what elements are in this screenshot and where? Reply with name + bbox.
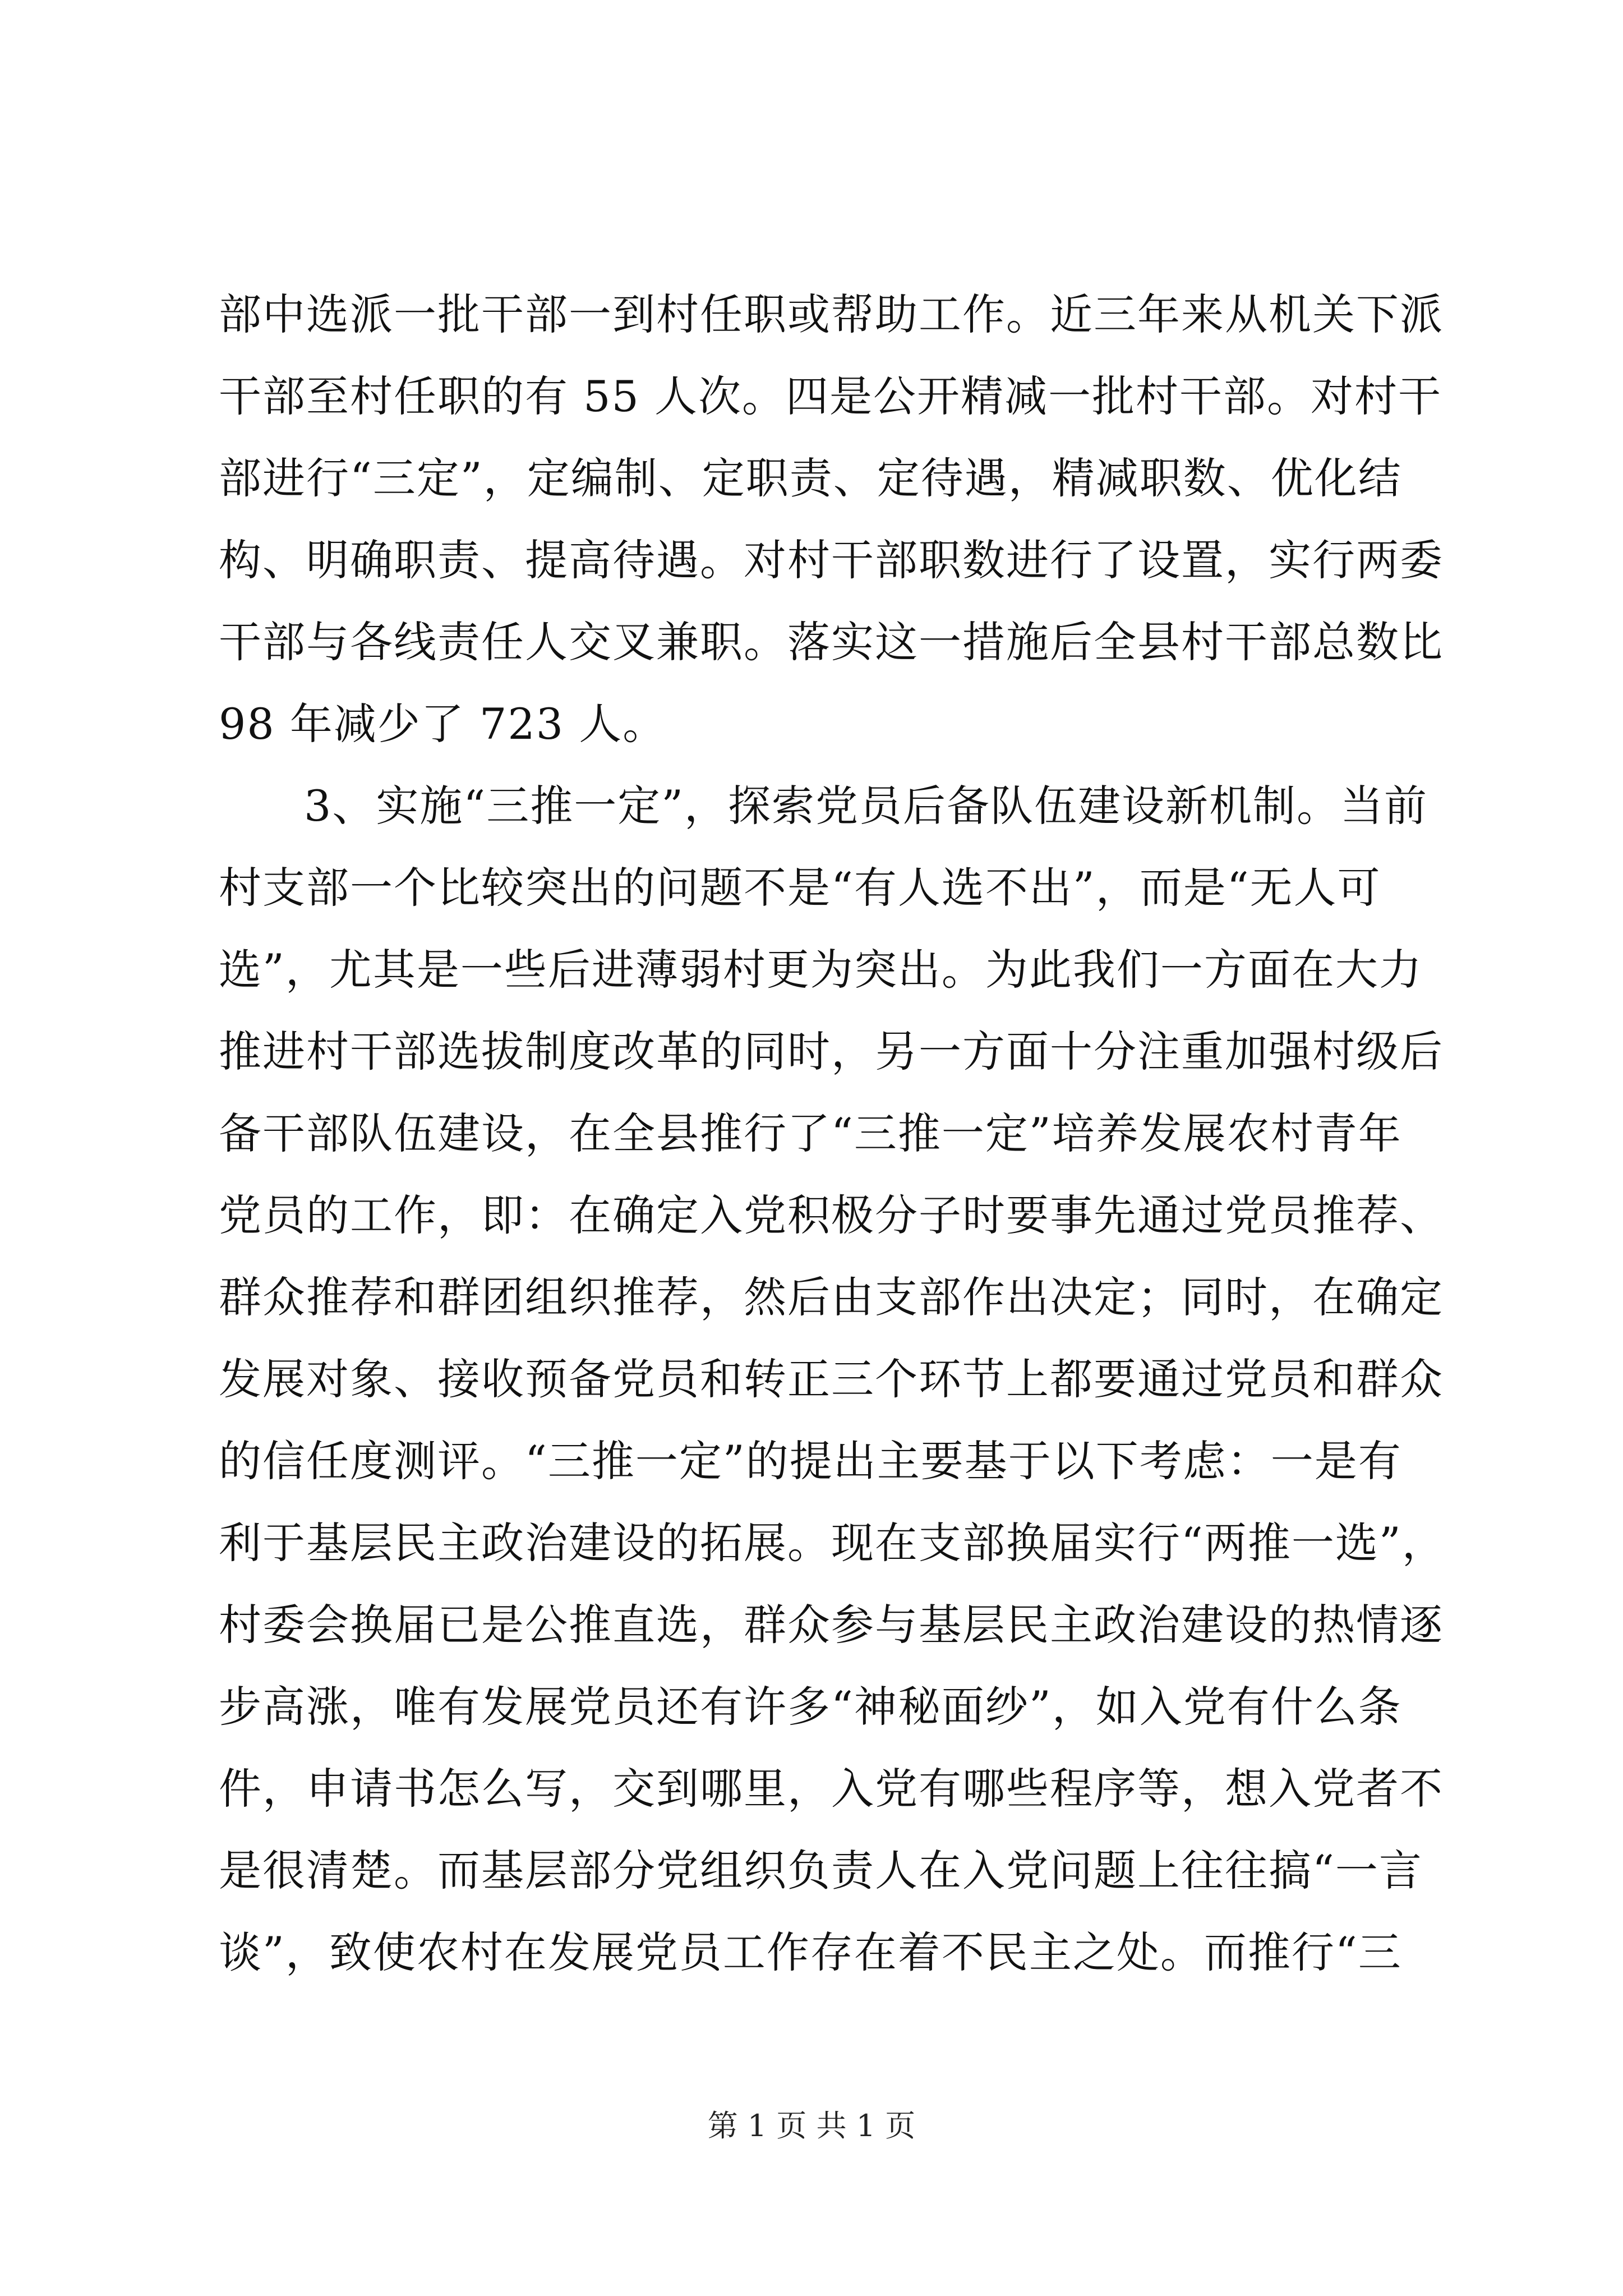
page-number: 第 1 页 共 1 页 (707, 2108, 916, 2143)
text-line: 利于基层民主政治建设的拓展。现在支部换届实行“两推一选”， (219, 1518, 1446, 1568)
page-footer (0, 2106, 1623, 2146)
text-line: 部中选派一批干部一到村任职或帮助工作。近三年来从机关下派 (219, 289, 1444, 339)
text-line: 选”，尤其是一些后进薄弱村更为突出。为此我们一方面在大力 (219, 945, 1423, 995)
text-line: 干部至村任职的有 55 人次。四是公开精减一批村干部。对村干 (219, 371, 1442, 421)
text-line: 98 年减少了 723 人。 (219, 699, 667, 749)
text-line: 村委会换届已是公推直选，群众参与基层民主政治建设的热情逐 (219, 1600, 1444, 1650)
paragraph-start-line: 3、实施“三推一定”，探索党员后备队伍建设新机制。当前 (304, 781, 1428, 831)
text-line: 党员的工作，即：在确定入党积极分子时要事先通过党员推荐、 (219, 1190, 1444, 1240)
text-line: 村支部一个比较突出的问题不是“有人选不出”，而是“无人可 (219, 863, 1381, 913)
text-line: 推进村干部选拔制度改革的同时，另一方面十分注重加强村级后 (219, 1027, 1444, 1076)
text-line: 件，申请书怎么写，交到哪里，入党有哪些程序等，想入党者不 (219, 1764, 1444, 1814)
text-line: 步高涨，唯有发展党员还有许多“神秘面纱”，如入党有什么条 (219, 1682, 1402, 1732)
text-line: 群众推荐和群团组织推荐，然后由支部作出决定；同时，在确定 (219, 1272, 1444, 1322)
text-line: 备干部队伍建设，在全县推行了“三推一定”培养发展农村青年 (219, 1108, 1402, 1158)
text-line: 是很清楚。而基层部分党组织负责人在入党问题上往往搞“一言 (219, 1846, 1423, 1895)
text-line: 部进行“三定”，定编制、定职责、定待遇，精减职数、优化结 (219, 453, 1402, 503)
text-line: 干部与各线责任人交叉兼职。落实这一措施后全县村干部总数比 (219, 617, 1444, 667)
text-line: 构、明确职责、提高待遇。对村干部职数进行了设置，实行两委 (219, 535, 1444, 585)
body-text (219, 274, 1446, 1994)
text-line: 的信任度测评。“三推一定”的提出主要基于以下考虑：一是有 (219, 1436, 1402, 1486)
text-line: 发展对象、接收预备党员和转正三个环节上都要通过党员和群众 (219, 1354, 1444, 1404)
text-line: 谈”，致使农村在发展党员工作存在着不民主之处。而推行“三 (219, 1927, 1402, 1977)
